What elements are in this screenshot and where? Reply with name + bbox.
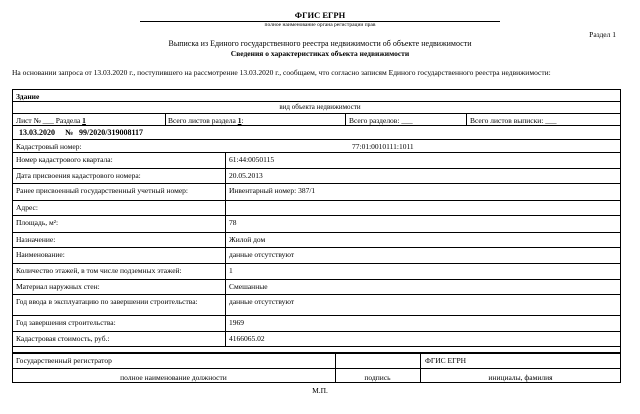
row-divider xyxy=(12,331,621,332)
row-value: 20.05.2013 xyxy=(229,171,263,180)
position-caption: полное наименование должности xyxy=(120,373,227,382)
object-type-underline xyxy=(12,101,621,102)
row-divider xyxy=(12,200,621,201)
row-col-divider xyxy=(225,183,226,200)
object-type-caption: вид объекта недвижимости xyxy=(279,103,361,111)
row-value: 78 xyxy=(229,218,237,227)
row-divider xyxy=(12,152,621,153)
extract-date: 13.03.2020 xyxy=(19,128,55,137)
row-label: Ранее присвоенный государственный учетный номер: xyxy=(16,186,188,195)
row-divider xyxy=(12,125,621,126)
row-label: Материал наружных стен: xyxy=(16,282,100,291)
row-label: Дата присвоения кадастрового номера: xyxy=(16,171,141,180)
total-sheets-section-label: Всего листов раздела xyxy=(168,116,236,125)
row-col-divider xyxy=(225,315,226,331)
row-value: Инвентарный номер: 387/1 xyxy=(229,186,316,195)
cadastral-label: Кадастровый номер: xyxy=(16,142,82,151)
col-divider xyxy=(165,113,166,125)
row-divider xyxy=(12,315,621,316)
document-subtitle: Сведения о характеристиках объекта недвижимости xyxy=(230,49,410,58)
sheet-info xyxy=(16,116,86,125)
signature-row-divider xyxy=(12,368,621,369)
total-sheets-section-suffix: : xyxy=(241,116,244,125)
sheet-blank: ___ xyxy=(42,116,54,125)
row-divider xyxy=(12,139,621,140)
sheet-label: Лист № xyxy=(16,116,41,125)
stamp-label: М.П. xyxy=(312,386,328,395)
row-col-divider xyxy=(225,152,226,168)
row-col-divider xyxy=(225,247,226,263)
row-value: 61:44:0050115 xyxy=(229,155,275,164)
row-label: Наименование: xyxy=(16,250,65,259)
row-divider xyxy=(12,183,621,184)
row-col-divider xyxy=(225,168,226,183)
row-divider xyxy=(12,113,621,114)
total-sections xyxy=(349,116,413,125)
extract-number-label: № xyxy=(65,128,74,137)
agency-name: ФГИС ЕГРН xyxy=(294,10,346,20)
extract-number: 99/2020/319008117 xyxy=(79,128,144,137)
total-sheets-section xyxy=(168,116,244,125)
row-divider xyxy=(12,263,621,264)
col-divider xyxy=(466,113,467,125)
registrar-org: ФГИС ЕГРН xyxy=(425,356,467,365)
row-col-divider xyxy=(225,294,226,315)
total-sections-blank: ___ xyxy=(401,116,413,125)
row-divider xyxy=(12,247,621,248)
row-value: Смешанные xyxy=(229,282,268,291)
row-divider xyxy=(12,294,621,295)
row-col-divider xyxy=(225,331,226,346)
row-col-divider xyxy=(225,200,226,215)
row-value: данные отсутствуют xyxy=(229,297,295,306)
row-label: Год ввода в эксплуатацию по завершении строительства: xyxy=(16,297,198,306)
section-label: Раздел 1 xyxy=(589,30,616,39)
object-type: Здание xyxy=(16,92,40,101)
row-col-divider xyxy=(225,232,226,247)
signature-caption: подпись xyxy=(364,373,391,382)
total-sheets-section-number: 1 xyxy=(237,116,242,125)
section-number: 1 xyxy=(82,116,86,125)
row-divider xyxy=(12,346,621,347)
row-divider xyxy=(12,215,621,216)
total-sheets-extract-blank: ___ xyxy=(545,116,557,125)
row-col-divider xyxy=(225,263,226,279)
total-sheets-extract xyxy=(470,116,557,125)
basis-text: На основании запроса от 13.03.2020 г., поступившего на рассмотрение 13.03.2020 г., сообщаем, что согласно записям Единого государственного реестра недвижимости: xyxy=(12,68,551,77)
registrar-title: Государственный регистратор xyxy=(16,356,112,365)
section-prefix: Раздела xyxy=(55,116,81,125)
total-sections-label: Всего разделов: xyxy=(349,116,400,125)
row-col-divider xyxy=(225,279,226,294)
cadastral-value: 77:01:0010111:1011 xyxy=(352,142,414,151)
name-caption: инициалы, фамилия xyxy=(488,373,553,382)
row-value: данные отсутствуют xyxy=(229,250,295,259)
row-value: 4166065.02 xyxy=(229,334,265,343)
row-value: Жилой дом xyxy=(229,235,266,244)
col-divider xyxy=(345,113,346,125)
extract-date-number xyxy=(19,128,143,137)
agency-caption: полное наименование органа регистрации прав xyxy=(264,22,376,28)
row-divider xyxy=(12,279,621,280)
row-label: Год завершения строительства: xyxy=(16,318,116,327)
row-divider xyxy=(12,168,621,169)
document-title: Выписка из Единого государственного реестра недвижимости об объекте недвижимости xyxy=(168,39,472,48)
row-label: Количество этажей, в том числе подземных этажей: xyxy=(16,266,182,275)
row-label: Кадастровая стоимость, руб.: xyxy=(16,334,110,343)
row-label: Адрес: xyxy=(16,203,38,212)
row-col-divider xyxy=(225,215,226,232)
row-label: Назначение: xyxy=(16,235,56,244)
row-value: 1 xyxy=(229,266,233,275)
row-value: 1969 xyxy=(229,318,244,327)
total-sheets-extract-label: Всего листов выписки: xyxy=(470,116,544,125)
row-divider xyxy=(12,232,621,233)
row-label: Номер кадастрового квартала: xyxy=(16,155,113,164)
row-label: Площадь, м²: xyxy=(16,218,59,227)
